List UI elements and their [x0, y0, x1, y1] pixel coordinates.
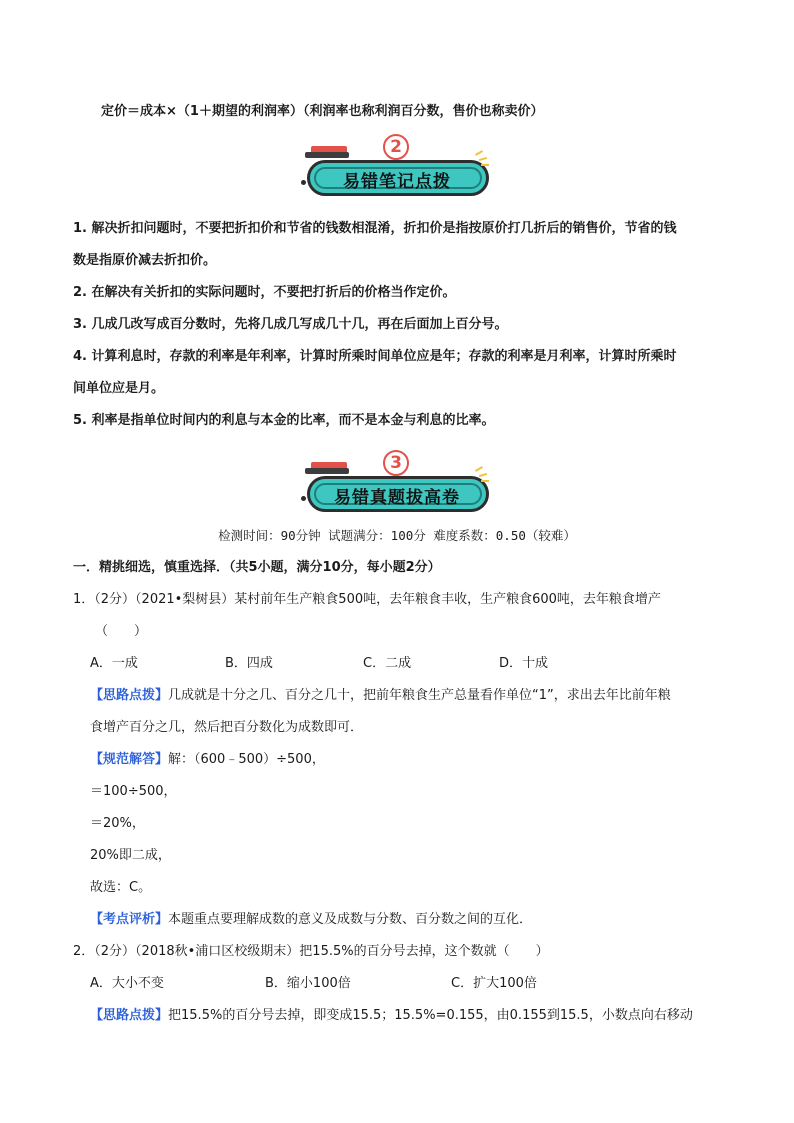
q1-answer-line-3: ＝20%，: [90, 816, 145, 831]
q1-option-c: C．二成: [363, 656, 412, 671]
hint-text: 把15.5%的百分号去掉，即变成15.5；15.5%=0.155，由0.155到15.5，小数点向右移动: [168, 1008, 693, 1023]
hint-tag: 【思路点拨】: [90, 688, 169, 703]
q2-stem: 2．（2分）（2018秋•浦口区校级期末）把15.5%的百分号去掉，这个数就（ ）: [73, 944, 549, 959]
note-3: 3. 几成几改写成百分数时，先将几成几写成几十几，再在后面加上百分号。: [73, 317, 508, 332]
q1-stem-line-2: （ ）: [95, 624, 148, 639]
banner-tab-shadow: [305, 152, 349, 158]
spark-icon: [475, 466, 483, 472]
hint-tag: 【思路点拨】: [90, 1008, 169, 1023]
spark-icon: [479, 473, 487, 477]
dot-icon: [301, 496, 306, 501]
section-banner-test: [297, 453, 497, 520]
q1-analysis-line: [90, 911, 532, 929]
answer-tag: 【规范解答】: [90, 752, 169, 767]
test-info: 检测时间：90分钟 试题满分：100分 难度系数：0.50（较难）: [218, 528, 576, 543]
analysis-tag: 【考点评析】: [90, 912, 169, 927]
answer-text: 解：（600﹣500）÷500，: [168, 752, 325, 767]
banner-number-badge: 2: [383, 134, 409, 160]
note-1-line-1: 1. 解决折扣问题时，不要把折扣价和节省的钱数相混淆，折扣价是指按原价打几折后的销售价，节省的钱: [73, 221, 677, 236]
q1-option-b: B．四成: [225, 656, 273, 671]
spark-icon: [475, 150, 483, 156]
q2-hint-line-1: [90, 1007, 693, 1025]
note-2: 2. 在解决有关折扣的实际问题时，不要把打折后的价格当作定价。: [73, 285, 456, 300]
dot-icon: [301, 180, 306, 185]
q1-answer-line-2: ＝100÷500，: [90, 784, 177, 799]
banner-title: 易错真题拔高卷: [334, 488, 460, 508]
hint-text: 几成就是十分之几、百分之几十，把前年粮食生产总量看作单位“1”，求出去年比前年粮: [168, 688, 671, 703]
q2-option-b: B．缩小100倍: [265, 976, 351, 991]
q1-answer-line-4: 20%即二成，: [90, 848, 171, 863]
q1-stem-line-1: 1．（2分）（2021•梨树县）某村前年生产粮食500吨，去年粮食丰收，生产粮食600吨，去年粮食增产: [73, 592, 661, 607]
q2-option-c: C．扩大100倍: [451, 976, 537, 991]
section-banner-notes: [297, 137, 497, 204]
note-4-line-1: 4. 计算利息时，存款的利率是年利率，计算时所乘时间单位应是年；存款的利率是月利率，计算时所乘时: [73, 349, 677, 364]
spark-icon: [481, 480, 489, 482]
q1-option-a: A．一成: [90, 656, 138, 671]
note-5: 5. 利率是指单位时间内的利息与本金的比率，而不是本金与利息的比率。: [73, 413, 495, 428]
banner-tab-shadow: [305, 468, 349, 474]
analysis-text: 本题重点要理解成数的意义及成数与分数、百分数之间的互化．: [168, 912, 533, 927]
formula-line: 定价＝成本×（1＋期望的利润率）（利润率也称利润百分数，售价也称卖价）: [101, 104, 544, 119]
q1-answer-line-5: 故选：C。: [90, 880, 152, 895]
q2-option-a: A．大小不变: [90, 976, 164, 991]
spark-icon: [479, 157, 487, 161]
banner-number-badge: 3: [383, 450, 409, 476]
note-4-line-2: 间单位应是月。: [73, 381, 165, 396]
spark-icon: [481, 164, 489, 166]
banner-title: 易错笔记点拨: [343, 172, 451, 192]
q1-option-d: D．十成: [499, 656, 549, 671]
q1-answer-line-1: [90, 751, 325, 769]
note-1-line-2: 数是指原价减去折扣价。: [73, 253, 217, 268]
q1-hint-line-2: 食增产百分之几，然后把百分数化为成数即可．: [90, 720, 364, 735]
q1-hint-line-1: [90, 687, 671, 705]
section-heading: 一．精挑细选，慎重选择．（共5小题，满分10分，每小题2分）: [73, 560, 441, 575]
